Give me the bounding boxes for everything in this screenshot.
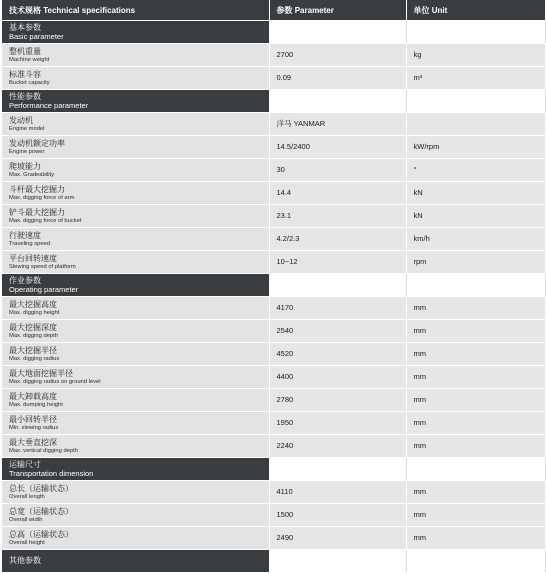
parameter-cell xyxy=(269,274,406,297)
name-en: Max. digging force of bucket xyxy=(9,217,82,224)
unit-cell: mm xyxy=(406,389,545,412)
unit-cell: mm xyxy=(406,435,545,458)
table-row xyxy=(2,343,545,366)
unit-cell: km/h xyxy=(406,228,545,251)
spec-header: 技术规格 Technical specifications xyxy=(2,0,269,21)
table-row xyxy=(2,366,545,389)
table-row xyxy=(2,228,545,251)
unit-cell: kW/rpm xyxy=(406,136,545,159)
spec-name xyxy=(2,182,269,205)
name-cn: 性能参数 xyxy=(9,91,41,101)
unit-cell: mm xyxy=(406,320,545,343)
spec-name xyxy=(2,435,269,458)
spec-name xyxy=(2,412,269,435)
spec-body xyxy=(2,21,545,573)
name-cn: 总长（运输状态） xyxy=(9,483,73,493)
name-cn: 总宽（运输状态） xyxy=(9,506,73,516)
name-en: Slewing speed of platform xyxy=(9,263,76,270)
parameter-cell: 2490 xyxy=(269,527,406,550)
parameter-cell: 2240 xyxy=(269,435,406,458)
parameter-cell: 0.09 xyxy=(269,67,406,90)
table-row xyxy=(2,44,545,67)
parameter-cell: 2780 xyxy=(269,389,406,412)
parameter-cell: 4400 xyxy=(269,366,406,389)
name-cn: 行驶速度 xyxy=(9,230,41,240)
name-cn: 作业参数 xyxy=(9,275,41,285)
unit-cell xyxy=(406,458,545,481)
name-en: Max. dumping height xyxy=(9,401,63,408)
name-cn: 运输尺寸 xyxy=(9,459,41,469)
unit-cell: mm xyxy=(406,343,545,366)
unit-cell: mm xyxy=(406,366,545,389)
parameter-cell: 4520 xyxy=(269,343,406,366)
parameter-cell: 14.4 xyxy=(269,182,406,205)
spec-name xyxy=(2,251,269,274)
spec-name xyxy=(2,366,269,389)
name-cn: 平台回转速度 xyxy=(9,253,57,263)
parameter-cell: 14.5/2400 xyxy=(269,136,406,159)
table-row xyxy=(2,527,545,550)
parameter-cell: 10~12 xyxy=(269,251,406,274)
spec-name xyxy=(2,67,269,90)
section-title xyxy=(2,21,269,44)
name-cn: 最大挖掘高度 xyxy=(9,299,57,309)
unit-cell xyxy=(406,274,545,297)
name-cn: 最大地面挖掘半径 xyxy=(9,368,73,378)
unit-cell: mm xyxy=(406,412,545,435)
spec-name xyxy=(2,297,269,320)
table-row xyxy=(2,205,545,228)
parameter-cell: 1950 xyxy=(269,412,406,435)
name-en: Engine model xyxy=(9,125,45,132)
name-cn: 最大挖掘深度 xyxy=(9,322,57,332)
spec-name xyxy=(2,527,269,550)
name-cn: 标准斗容 xyxy=(9,69,41,79)
parameter-cell: 2540 xyxy=(269,320,406,343)
name-en: Engine power xyxy=(9,148,45,155)
name-cn: 铲斗最大挖掘力 xyxy=(9,207,65,217)
table-row xyxy=(2,320,545,343)
table-row xyxy=(2,412,545,435)
parameter-cell: 30 xyxy=(269,159,406,182)
name-cn: 基本参数 xyxy=(9,22,41,32)
name-cn: 最大垂直挖深 xyxy=(9,437,57,447)
name-cn: 斗杆最大挖掘力 xyxy=(9,184,65,194)
name-en: Traveling speed xyxy=(9,240,51,247)
spec-name xyxy=(2,228,269,251)
table-row xyxy=(2,297,545,320)
table-row xyxy=(2,435,545,458)
spec-name xyxy=(2,343,269,366)
unit-cell xyxy=(406,550,545,573)
parameter-cell: 4.2/2.3 xyxy=(269,228,406,251)
unit-cell xyxy=(406,90,545,113)
unit-cell: mm xyxy=(406,527,545,550)
table-row xyxy=(2,481,545,504)
unit-cell: mm xyxy=(406,297,545,320)
name-en: Min. slewing radius xyxy=(9,424,59,431)
unit-cell: kN xyxy=(406,182,545,205)
name-cn: 爬坡能力 xyxy=(9,161,41,171)
table-row xyxy=(2,389,545,412)
parameter-cell xyxy=(269,21,406,44)
section-row xyxy=(2,21,545,44)
parameter-cell: 4110 xyxy=(269,481,406,504)
unit-cell: mm xyxy=(406,481,545,504)
parameter-cell: 1500 xyxy=(269,504,406,527)
unit-header: 单位 Unit xyxy=(406,0,545,21)
spec-name xyxy=(2,481,269,504)
name-en: Operating parameter xyxy=(9,284,79,294)
name-cn: 最小回转半径 xyxy=(9,414,57,424)
name-en: Max. digging radius xyxy=(9,355,60,362)
name-en: Overall width xyxy=(9,516,43,523)
parameter-cell: 2700 xyxy=(269,44,406,67)
spec-name xyxy=(2,136,269,159)
spec-name xyxy=(2,205,269,228)
table-row xyxy=(2,159,545,182)
unit-cell: rpm xyxy=(406,251,545,274)
spec-table xyxy=(2,0,546,573)
name-en: Max. digging force of arm xyxy=(9,194,75,201)
section-title xyxy=(2,90,269,113)
table-row xyxy=(2,136,545,159)
table-row xyxy=(2,251,545,274)
parameter-header: 参数 Parameter xyxy=(269,0,406,21)
spec-name xyxy=(2,504,269,527)
unit-cell: kg xyxy=(406,44,545,67)
spec-name xyxy=(2,320,269,343)
table-row xyxy=(2,182,545,205)
unit-cell: m³ xyxy=(406,67,545,90)
name-en: Max. vertical digging depth xyxy=(9,447,78,454)
section-row xyxy=(2,274,545,297)
spec-name xyxy=(2,159,269,182)
unit-cell xyxy=(406,21,545,44)
name-en: Max. digging depth xyxy=(9,332,58,339)
name-en: Performance parameter xyxy=(9,100,89,110)
name-en: Overall height xyxy=(9,539,45,546)
unit-cell: mm xyxy=(406,504,545,527)
name-cn: 其他参数 xyxy=(9,556,41,566)
name-cn: 最大卸载高度 xyxy=(9,391,57,401)
section-title xyxy=(2,550,269,573)
unit-cell xyxy=(406,113,545,136)
parameter-cell xyxy=(269,90,406,113)
section-row xyxy=(2,90,545,113)
name-en: Max. digging height xyxy=(9,309,60,316)
name-en: Max. Gradeability xyxy=(9,171,55,178)
name-cn: 发动机额定功率 xyxy=(9,138,65,148)
header-row xyxy=(2,0,545,21)
table-row xyxy=(2,504,545,527)
name-cn: 发动机 xyxy=(9,115,33,125)
name-en: Overall length xyxy=(9,493,45,500)
name-cn: 最大挖掘半径 xyxy=(9,345,57,355)
section-title xyxy=(2,458,269,481)
name-cn: 整机重量 xyxy=(9,46,41,56)
parameter-cell xyxy=(269,458,406,481)
name-en: Basic parameter xyxy=(9,31,64,41)
parameter-cell xyxy=(269,550,406,573)
unit-cell: kN xyxy=(406,205,545,228)
section-row xyxy=(2,550,545,573)
spec-name xyxy=(2,389,269,412)
name-cn: 总高（运输状态） xyxy=(9,529,73,539)
name-en: Bucket capacity xyxy=(9,79,50,86)
name-en: Max. digging radius on ground level xyxy=(9,378,101,385)
parameter-cell: 4170 xyxy=(269,297,406,320)
section-title xyxy=(2,274,269,297)
parameter-cell: 洋马 YANMAR xyxy=(269,113,406,136)
table-row xyxy=(2,67,545,90)
spec-name xyxy=(2,44,269,67)
parameter-cell: 23.1 xyxy=(269,205,406,228)
table-row xyxy=(2,113,545,136)
section-row xyxy=(2,458,545,481)
name-en: Transportation dimension xyxy=(9,468,94,478)
spec-name xyxy=(2,113,269,136)
unit-cell: ° xyxy=(406,159,545,182)
name-en: Machine weight xyxy=(9,56,50,63)
